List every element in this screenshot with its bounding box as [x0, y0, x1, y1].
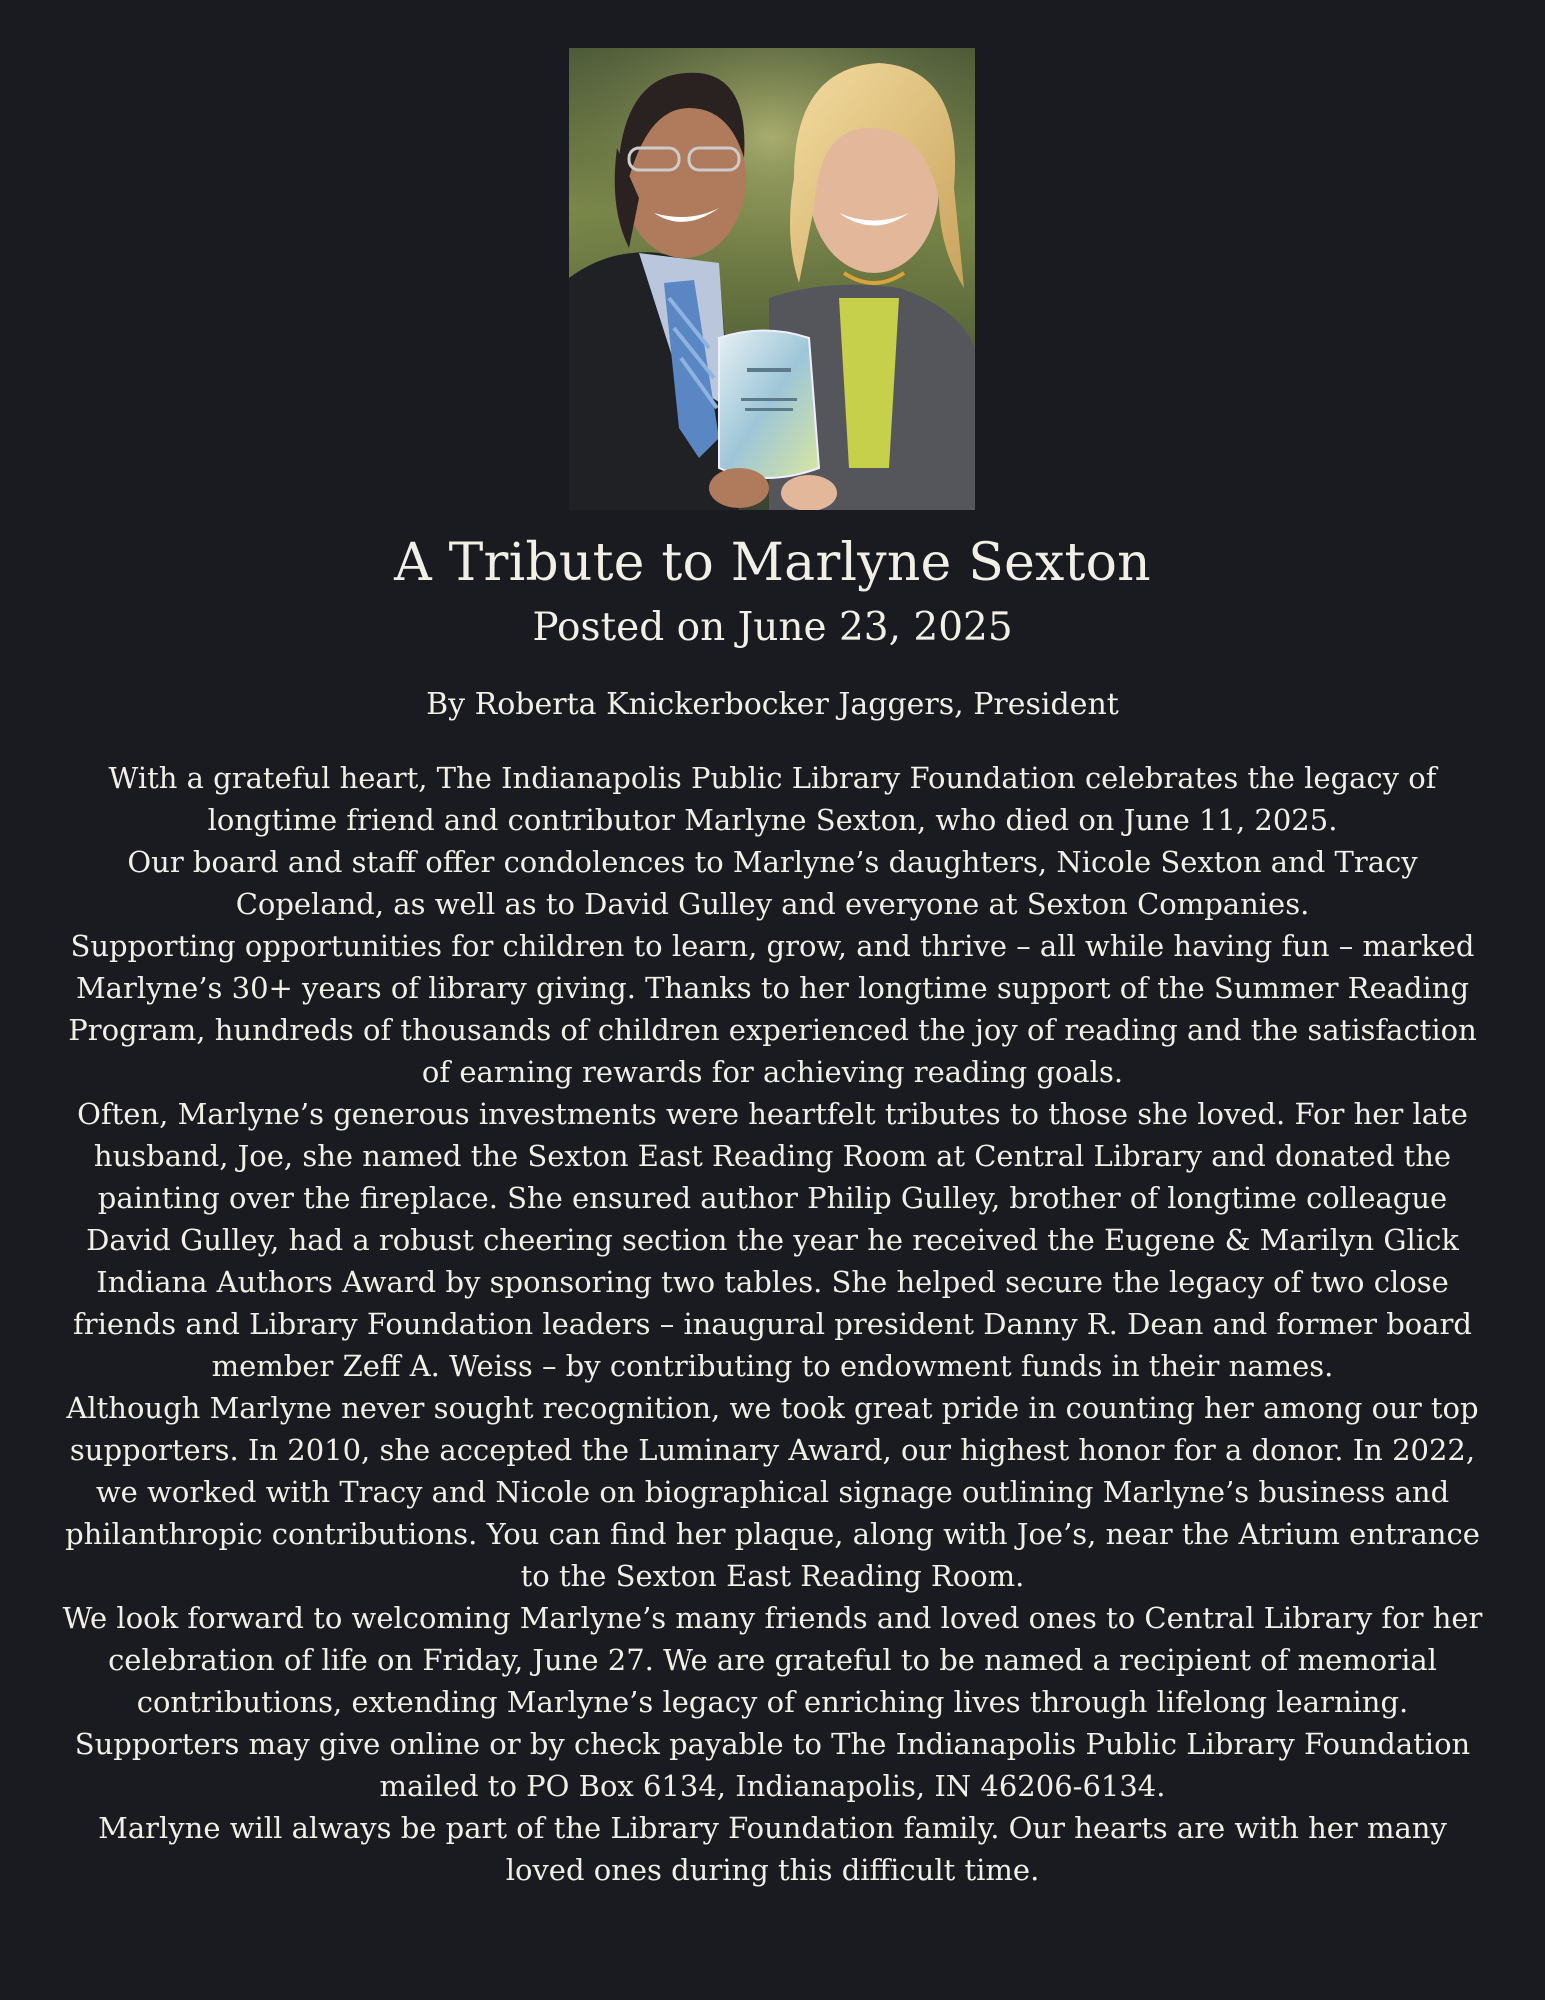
article-paragraph: Marlyne will always be part of the Library Foundation family. Our hearts are with her many loved ones during this difficult time.	[98, 1811, 1447, 1887]
post-byline: By Roberta Knickerbocker Jaggers, President	[426, 687, 1119, 722]
photo-illustration	[569, 48, 975, 510]
article-paragraph: We look forward to welcoming Marlyne’s many friends and loved ones to Central Library for her celebration of life on Friday, June 27. We are grateful to be named a recipient of memorial contributions, extending Marlyne’s legacy of enriching lives through lifelong learning. Supporters may give online or by check payable to The Indianapolis Public Library Foundation mailed to PO Box 6134, Indianapolis, IN 46206-6134.	[62, 1601, 1483, 1803]
article-paragraph: Our board and staff offer condolences to Marlyne’s daughters, Nicole Sexton and Tracy Copeland, as well as to David Gulley and everyone at Sexton Companies.	[127, 845, 1418, 921]
article-body	[56, 757, 1489, 1891]
tribute-photo	[569, 48, 975, 510]
post-date: Posted on June 23, 2025	[532, 605, 1013, 650]
article-paragraph: Although Marlyne never sought recognition, we took great pride in counting her among our top supporters. In 2010, she accepted the Luminary Award, our highest honor for a donor. In 2022, we worked with Tracy and Nicole on biographical signage outlining Marlyne’s business and philanthropic contributions. You can find her plaque, along with Joe’s, near the Atrium entrance to the Sexton East Reading Room.	[65, 1391, 1480, 1593]
article-paragraph: Often, Marlyne’s generous investments were heartfelt tributes to those she loved. For her late husband, Joe, she named the Sexton East Reading Room at Central Library and donated the painting over the fireplace. She ensured author Philip Gulley, brother of longtime colleague David Gulley, had a robust cheering section the year he received the Eugene & Marilyn Glick Indiana Authors Award by sponsoring two tables. She helped secure the legacy of two close friends and Library Foundation leaders – inaugural president Danny R. Dean and former board member Zeff A. Weiss – by contributing to endowment funds in their names.	[73, 1097, 1472, 1383]
page-title: A Tribute to Marlyne Sexton	[394, 533, 1151, 593]
article-paragraph: With a grateful heart, The Indianapolis Public Library Foundation celebrates the legacy of longtime friend and contributor Marlyne Sexton, who died on June 11, 2025.	[108, 761, 1437, 837]
article-paragraph: Supporting opportunities for children to learn, grow, and thrive – all while having fun – marked Marlyne’s 30+ years of library giving. Thanks to her longtime support of the Summer Reading Program, hundreds of thousands of children experienced the joy of reading and the satisfaction of earning rewards for achieving reading goals.	[68, 929, 1477, 1089]
